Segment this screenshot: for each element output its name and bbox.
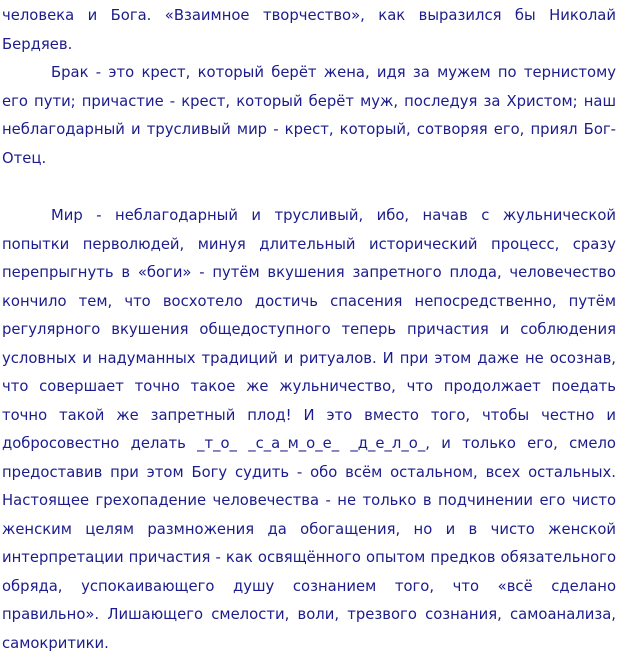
paragraph-gap [2,173,616,202]
paragraph-berdyaev: человека и Бога. «Взаимное творчество», как выразился бы Николай Бердяев. [2,7,616,53]
paragraph-marriage-cross: Брак - это крест, который берёт жена, идя за мужем по тернистому его пути; причастие - крест, который берёт муж, последуя за Христом; наш неблагодарный и трусливый мир - крест, который, сотворяя его, приял Бог-Отец. [2,64,616,167]
paragraph-world: Мир - неблагодарный и трусливый, ибо, начав с жульнической попытки перволюдей, минуя длительный исторический процесс, сразу перепрыгнуть в «боги» - путём вкушения запретного плода, человечество кончило тем, что восхотело достичь спасения непосредственно, путём регулярного вкушения общедоступного теперь причастия и соблюдения условных и надуманных традиций и ритуалов. И при этом даже не осознав, что совершает точно такое же жульничество, что продолжает поедать точно такой же запретный плод! И это вместо того, чтобы честно и добросовестно делать _т_о_ _с_а_м_о_е_ _д_е_л_о_, и только его, смело предоставив при этом Богу судить - обо всём остальном, всех остальных. Настоящее грехопадение человечества - не только в подчинении его чисто женским целям размножения да обогащения, но и в чисто женской интерпретации причастия - как освящённого опытом предков обязательного обряда, успокаивающего душу сознанием того, что «всё сделано правильно». Лишающего смелости, воли, трезвого сознания, самоанализа, самокритики. [2,207,616,652]
